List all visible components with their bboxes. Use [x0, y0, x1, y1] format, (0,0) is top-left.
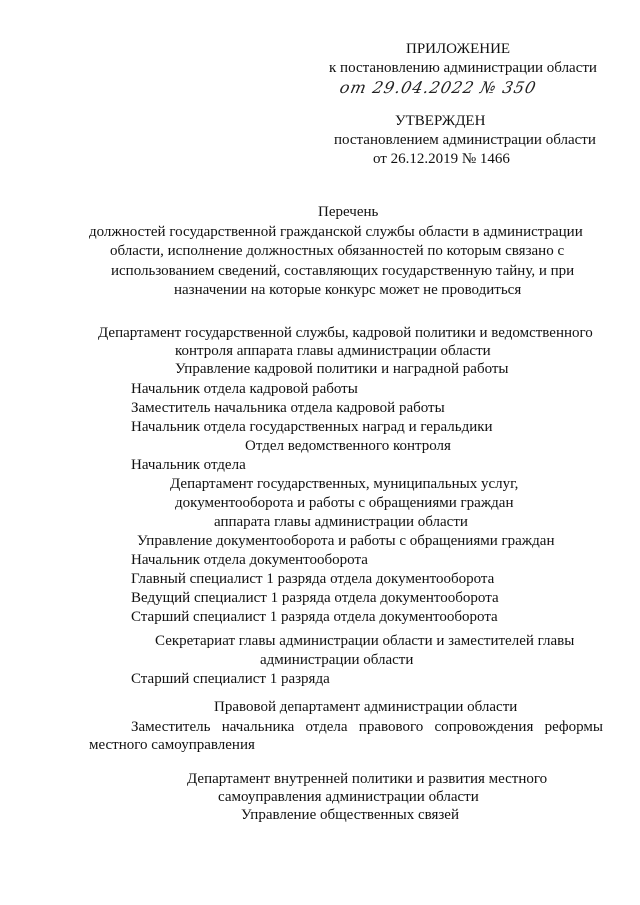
- section-5-heading-2: самоуправления администрации области: [218, 789, 479, 805]
- section-2-position-1: Начальник отдела документооборота: [131, 552, 368, 568]
- section-1-subheading: Управление кадровой политики и наградной работы: [175, 361, 509, 377]
- section-2-subheading: Управление документооборота и работы с обращениями граждан: [137, 533, 555, 549]
- title-line-5: назначении на которые конкурс может не проводиться: [174, 282, 522, 298]
- section-1-position-3: Начальник отдела государственных наград и геральдики: [131, 419, 493, 435]
- section-1-position-4: Начальник отдела: [131, 457, 246, 473]
- approved-by: постановлением администрации области: [334, 132, 596, 148]
- section-1-heading-2: контроля аппарата главы администрации области: [175, 343, 491, 359]
- section-1-position-1: Начальник отдела кадровой работы: [131, 381, 358, 397]
- section-2-heading-3: аппарата главы администрации области: [214, 514, 468, 530]
- section-4-position-1: Заместитель начальника отдела правового сопровождения реформы: [131, 719, 603, 735]
- section-4-heading-1: Правовой департамент администрации области: [214, 699, 518, 715]
- section-1-subheading-2: Отдел ведомственного контроля: [245, 438, 451, 454]
- appendix-title: ПРИЛОЖЕНИЕ: [406, 41, 511, 57]
- appendix-subtitle: к постановлению администрации области: [329, 60, 597, 76]
- section-2-heading-1: Департамент государственных, муниципальных услуг,: [170, 476, 519, 492]
- section-3-heading-1: Секретариат главы администрации области и заместителей главы: [155, 633, 575, 649]
- section-2-heading-2: документооборота и работы с обращениями граждан: [175, 495, 514, 511]
- section-3-heading-2: администрации области: [260, 652, 414, 668]
- section-5-subheading: Управление общественных связей: [241, 807, 459, 823]
- title-line-2: должностей государственной гражданской службы области в администрации: [89, 224, 583, 240]
- approved-date: от 26.12.2019 № 1466: [373, 151, 510, 167]
- section-1-heading-1: Департамент государственной службы, кадровой политики и ведомственного: [98, 325, 593, 341]
- section-5-heading-1: Департамент внутренней политики и развития местного: [187, 771, 548, 787]
- handwritten-date-number: от 29.04.2022 № 350: [337, 78, 539, 97]
- section-2-position-2: Главный специалист 1 разряда отдела документооборота: [131, 571, 495, 587]
- title-line-4: использованием сведений, составляющих государственную тайну, и при: [111, 263, 575, 279]
- approved-title: УТВЕРЖДЕН: [395, 113, 486, 129]
- section-2-position-4: Старший специалист 1 разряда отдела документооборота: [131, 609, 498, 625]
- title-line-3: области, исполнение должностных обязанностей по которым связано с: [110, 243, 565, 259]
- section-1-position-2: Заместитель начальника отдела кадровой работы: [131, 400, 445, 416]
- section-4-position-2: местного самоуправления: [89, 737, 255, 753]
- section-2-position-3: Ведущий специалист 1 разряда отдела документооборота: [131, 590, 499, 606]
- section-3-position-1: Старший специалист 1 разряда: [131, 671, 330, 687]
- document-title: Перечень: [318, 204, 379, 220]
